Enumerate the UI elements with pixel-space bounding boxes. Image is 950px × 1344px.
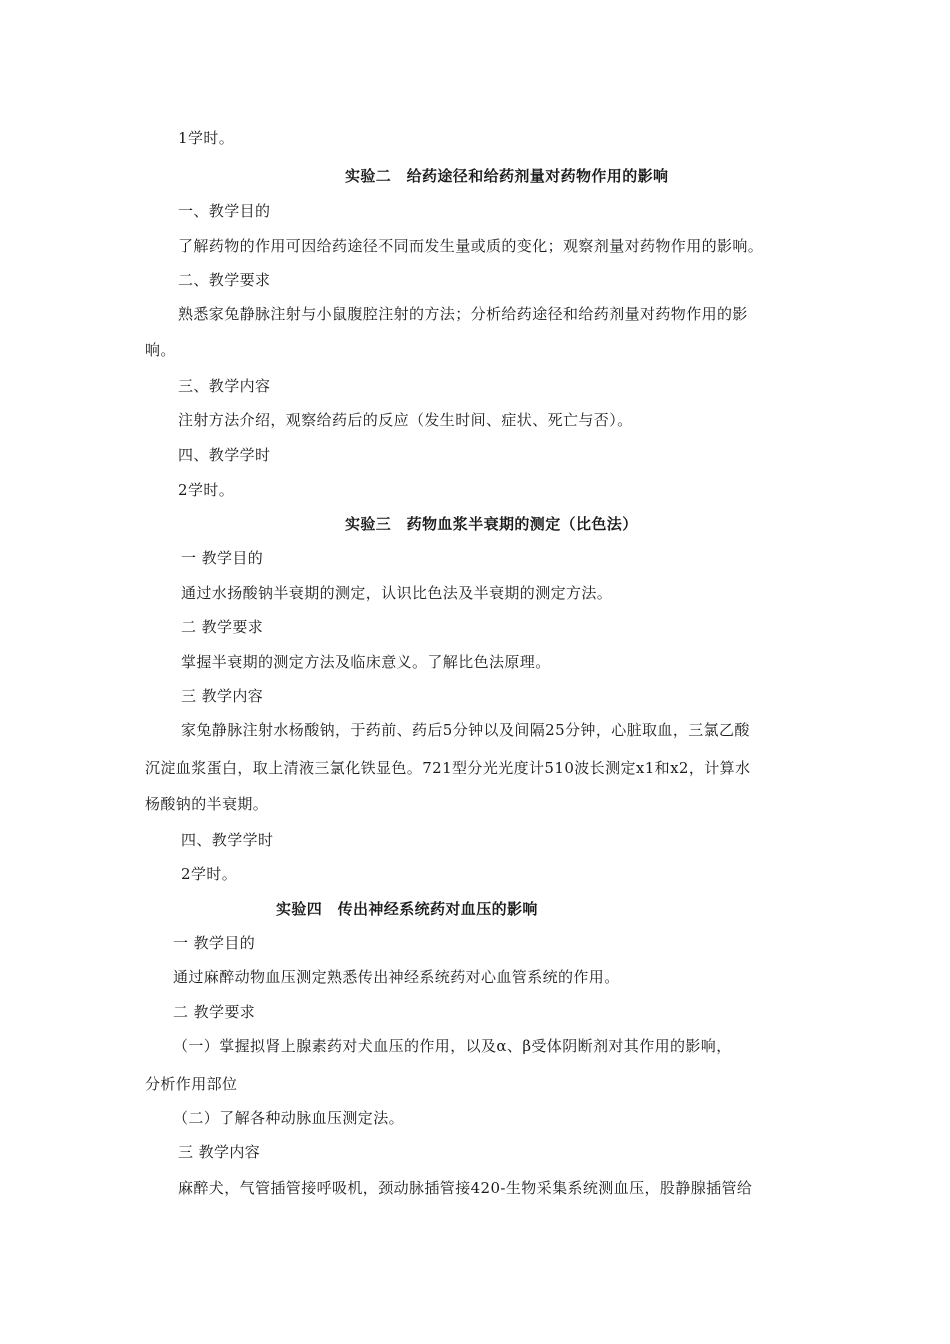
exp2-requirements-line1: 熟悉家兔静脉注射与小鼠腹腔注射的方法；分析给药途径和给药剂量对药物作用的影: [178, 305, 748, 323]
exp4-heading-requirements: 二 教学要求: [173, 1003, 256, 1021]
exp3-content-line2: 沉淀血浆蛋白，取上清液三氯化铁显色。721型分光光度计510波长测定x1和x2，计算水: [145, 759, 751, 777]
exp4-requirements-line2: 分析作用部位: [145, 1075, 238, 1093]
exp3-heading-requirements: 二 教学要求: [181, 618, 264, 636]
exp2-heading-content: 三、教学内容: [178, 377, 271, 395]
intro-hours: 1学时。: [178, 129, 235, 147]
exp3-heading-content: 三 教学内容: [181, 687, 264, 705]
exp2-requirements-line2: 响。: [145, 341, 176, 359]
exp2-purpose-text: 了解药物的作用可因给药途径不同而发生量或质的变化；观察剂量对药物作用的影响。: [178, 237, 764, 255]
exp4-purpose-text: 通过麻醉动物血压测定熟悉传出神经系统药对心血管系统的作用。: [173, 968, 620, 986]
exp2-heading-hours: 四、教学学时: [178, 446, 271, 464]
exp3-heading-hours: 四、教学学时: [181, 831, 274, 849]
exp3-purpose-text: 通过水扬酸钠半衰期的测定，认识比色法及半衰期的测定方法。: [181, 584, 613, 602]
exp4-title: 实验四 传出神经系统药对血压的影响: [276, 900, 538, 918]
exp3-content-line1: 家兔静脉注射水杨酸钠，于药前、药后5分钟以及间隔25分钟，心脏取血，三氯乙酸: [181, 721, 750, 739]
exp4-requirements-b: （二）了解各种动脉血压测定法。: [173, 1109, 405, 1127]
exp3-hours-text: 2学时。: [181, 865, 238, 883]
exp2-title: 实验二 给药途径和给药剂量对药物作用的影响: [345, 167, 669, 185]
exp2-heading-purpose: 一、教学目的: [178, 202, 271, 220]
exp2-heading-requirements: 二、教学要求: [178, 271, 271, 289]
exp3-title: 实验三 药物血浆半衰期的测定（比色法）: [345, 515, 638, 533]
exp2-hours-text: 2学时。: [178, 481, 235, 499]
exp3-heading-purpose: 一 教学目的: [181, 549, 264, 567]
exp4-heading-purpose: 一 教学目的: [173, 934, 256, 952]
exp4-heading-content: 三 教学内容: [178, 1143, 261, 1161]
exp2-content-text: 注射方法介绍，观察给药后的反应（发生时间、症状、死亡与否）。: [178, 411, 633, 429]
exp4-content-line1: 麻醉犬，气管插管接呼吸机，颈动脉插管接420-生物采集系统测血压，股静腺插管给: [178, 1179, 753, 1197]
exp3-content-line3: 杨酸钠的半衰期。: [145, 795, 269, 813]
exp3-requirements-text: 掌握半衰期的测定方法及临床意义。了解比色法原理。: [181, 653, 551, 671]
exp4-requirements-line1: （一）掌握拟肾上腺素药对犬血压的作用，以及α、β受体阴断剂对其作用的影响，: [173, 1037, 732, 1055]
